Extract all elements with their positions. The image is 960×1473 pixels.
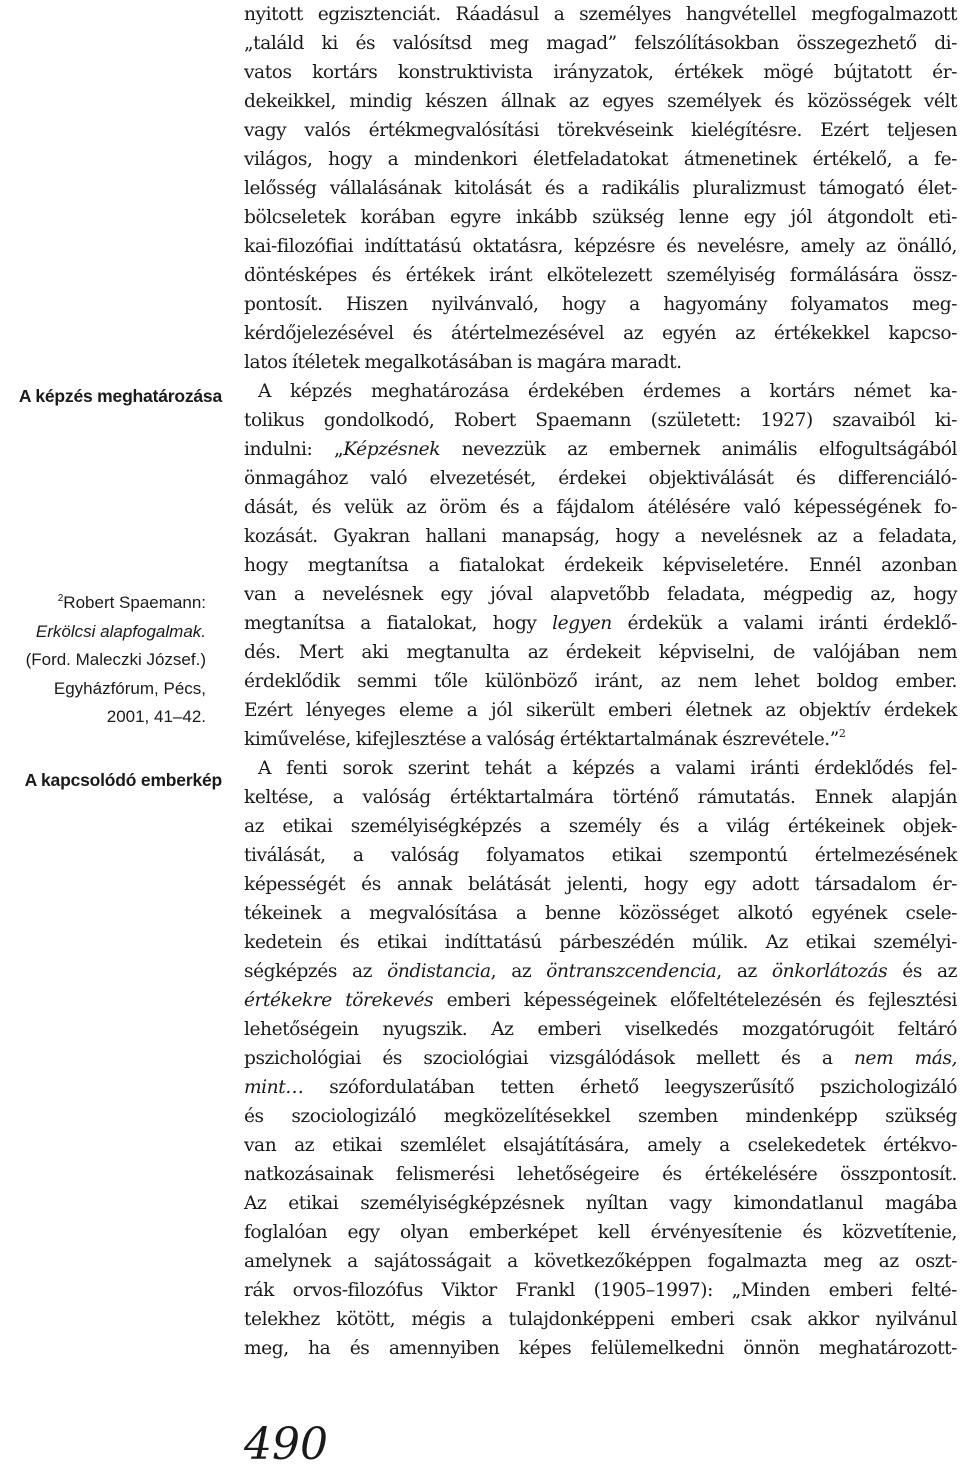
- term-nem-mas: nem más,: [853, 1048, 957, 1069]
- text-line: és szociologizáló megközelítésekkel szemben mindenképp szükség: [244, 1106, 957, 1127]
- text-line: nyitott egzisztenciát. Ráadásul a személyes hangvétellel megfogalmazott: [244, 4, 957, 25]
- term-onkorlatozas: önkorlátozás: [771, 961, 888, 982]
- footnote-2: [0, 589, 206, 732]
- footnote-year-pages: 2001, 41–42.: [106, 707, 206, 726]
- text-line: érdeklődik semmi tőle különböző iránt, az nem lehet boldog ember.: [244, 671, 957, 692]
- footnote-reference: 2: [838, 727, 846, 740]
- text-line: telekhez kötött, mégis a tulajdonképpeni emberi csak akkor nyilvánul: [244, 1309, 957, 1330]
- text-line: Ezért lényeges eleme a jól sikerült emberi életnek az objektív érdekek: [244, 700, 957, 721]
- text-line: van a nevelésnek egy jóval alapvetőbb feladata, mégpedig az, hogy: [244, 584, 957, 605]
- text-line: önmagához való elvezetését, érdekei objektiválását és differenciáló-: [244, 468, 957, 489]
- text-line: rák orvos-filozófus Viktor Frankl (1905–1997): „Minden emberi felté-: [244, 1280, 957, 1301]
- text-line: latos ítéletek megalkotásában is magára maradt.: [244, 352, 682, 373]
- footnote-marker: 2: [57, 593, 64, 604]
- text-line: kai-filozófiai indíttatású oktatásra, képzésre és nevelésre, amely az önálló,: [244, 236, 957, 257]
- paragraph-1: [244, 0, 957, 377]
- text-line: kérdőjelezésével és átértelmezésével az egyén az értékekkel kapcso-: [244, 323, 957, 344]
- text-line: natkozásainak felismerési lehetőségeire és értékelésére összpontosít.: [244, 1164, 957, 1185]
- text-line: az etikai személyiségképzés a személy és a világ értékeinek objek-: [244, 816, 957, 837]
- text-line: bölcseletek korában egyre inkább szükség lenne egy jól átgondolt eti-: [244, 207, 957, 228]
- term-ontranszcendencia: öntranszcendencia: [546, 961, 717, 982]
- text-line: értékekre törekevés emberi képességeinek előfeltételezésén és fejlesztési: [244, 990, 957, 1011]
- text-line: A képzés meghatározása érdekében érdemes a kortárs német ka-: [258, 381, 957, 402]
- text-line: pszichológiai és szociológiai vizsgálódások mellett és a nem más,: [244, 1048, 957, 1069]
- text-line: tékeinek a megvalósítása a benne közösséget alkotó egyének csele-: [244, 903, 957, 924]
- text-line: világos, hogy a mindenkori életfeladatokat átmenetinek értékelő, a fe-: [244, 149, 957, 170]
- footnote-author-line: [0, 589, 206, 618]
- text-line: mint… szófordulatában tetten érhető leegyszerűsítő pszichologizáló: [244, 1077, 957, 1098]
- text-line: tolikus gondolkodó, Robert Spaemann (született: 1927) szavaiból ki-: [244, 410, 957, 431]
- text-line: foglalóan egy olyan emberképet kell érvényesítenie és közvetítenie,: [244, 1222, 957, 1243]
- paragraph-3: [244, 754, 957, 1363]
- term-ondistancia: öndistancia: [387, 961, 491, 982]
- text-line: dását, és velük az öröm és a fájdalom átélésére való képességének fo-: [244, 497, 957, 518]
- term-mint: mint…: [244, 1077, 304, 1098]
- text-line: vatos kortárs konstruktivista irányzatok, értékek mögé bújtatott ér-: [244, 62, 957, 83]
- text-line: megtanítsa a fiatalokat, hogy legyen érdekük a valami iránti érdeklő-: [244, 613, 957, 634]
- text-line: lehetőségein nyugszik. Az emberi viselkedés mozgatórugóit feltáró: [244, 1019, 957, 1040]
- footnote-publisher: Egyházfórum, Pécs,: [53, 678, 206, 698]
- text-line: pontosít. Hiszen nyilvánvaló, hogy a hagyomány folyamatos meg-: [244, 294, 957, 315]
- text-line: kiművelése, kifejlesztése a valóság értéktartalmának észrevétele.”$^2$: [244, 727, 846, 750]
- text-line: A fenti sorok szerint tehát a képzés a valami iránti érdeklődés fel-: [258, 758, 957, 779]
- text-line: hogy megtanítsa a fiatalokat érdekeik képviseletére. Ennél azonban: [244, 555, 957, 576]
- text-line: vagy valós értékmegvalósítási törekvéseink kielégítésre. Ezért teljesen: [244, 120, 957, 141]
- term-kepzesnek: Képzésnek: [343, 439, 441, 460]
- margin-column: [0, 0, 222, 1473]
- term-ertekekre-torekeves: értékekre törekevés: [244, 990, 434, 1011]
- text-line: meg, ha és amennyiben képes felülemelkedni önnön meghatározott-: [244, 1338, 957, 1359]
- margin-heading-emberkep: A kapcsolódó emberkép: [24, 770, 222, 790]
- text-line: indulni: „Képzésnek nevezzük az embernek animális elfogultságából: [244, 439, 958, 460]
- body-text: [244, 0, 957, 1363]
- footnote-translator: (Ford. Maleczki József.): [25, 650, 206, 669]
- text-line: döntésképes és értékek iránt elkötelezett személyiség formálására össz-: [244, 265, 957, 286]
- text-line: van az etikai szemlélet elsajátítására, amely a cselekedetek értékvo-: [244, 1135, 957, 1156]
- footnote-book-title: Erkölcsi alapfogalmak.: [35, 621, 206, 641]
- text-line: ségképzés az öndistancia, az öntranszcendencia, az önkorlátozás és az: [244, 961, 957, 982]
- term-legyen: legyen: [552, 613, 612, 634]
- text-line: kozását. Gyakran hallani manapság, hogy a nevelésnek az a feladata,: [244, 526, 957, 547]
- text-line: dekeikkel, mindig készen állnak az egyes személyek és közösségek vélt: [244, 91, 957, 112]
- text-line: tiválását, a valóság folyamatos etikai szempontú értelmezésének: [244, 845, 957, 866]
- text-line: dés. Mert aki megtanulta az érdekeit képviselni, de valójában nem: [244, 642, 957, 663]
- margin-heading-kepzes: A képzés meghatározása: [18, 386, 222, 406]
- text-line: „találd ki és valósítsd meg magad” felszólításokban összegezhető di-: [244, 33, 957, 54]
- paragraph-2: [244, 377, 957, 754]
- text-line: Az etikai személyiségképzésnek nyíltan vagy kimondatlanul magába: [244, 1193, 957, 1214]
- text-line: keltése, a valóság értéktartalmára történő rámutatás. Ennek alapján: [244, 787, 957, 808]
- text-line: kedetein és etikai indíttatású párbeszédén múlik. Az etikai személyi-: [244, 932, 957, 953]
- text-line: amelynek a sajátosságait a következőképpen fogalmazta meg az oszt-: [244, 1251, 957, 1272]
- text-line: lelősség vállalásának kitolását és a radikális pluralizmust támogató élet-: [244, 178, 957, 199]
- footnote-author: Robert Spaemann:: [63, 593, 206, 612]
- text-line: képességét és annak belátását jelenti, hogy egy adott társadalom ér-: [244, 874, 957, 895]
- page-number: 490: [244, 1419, 328, 1470]
